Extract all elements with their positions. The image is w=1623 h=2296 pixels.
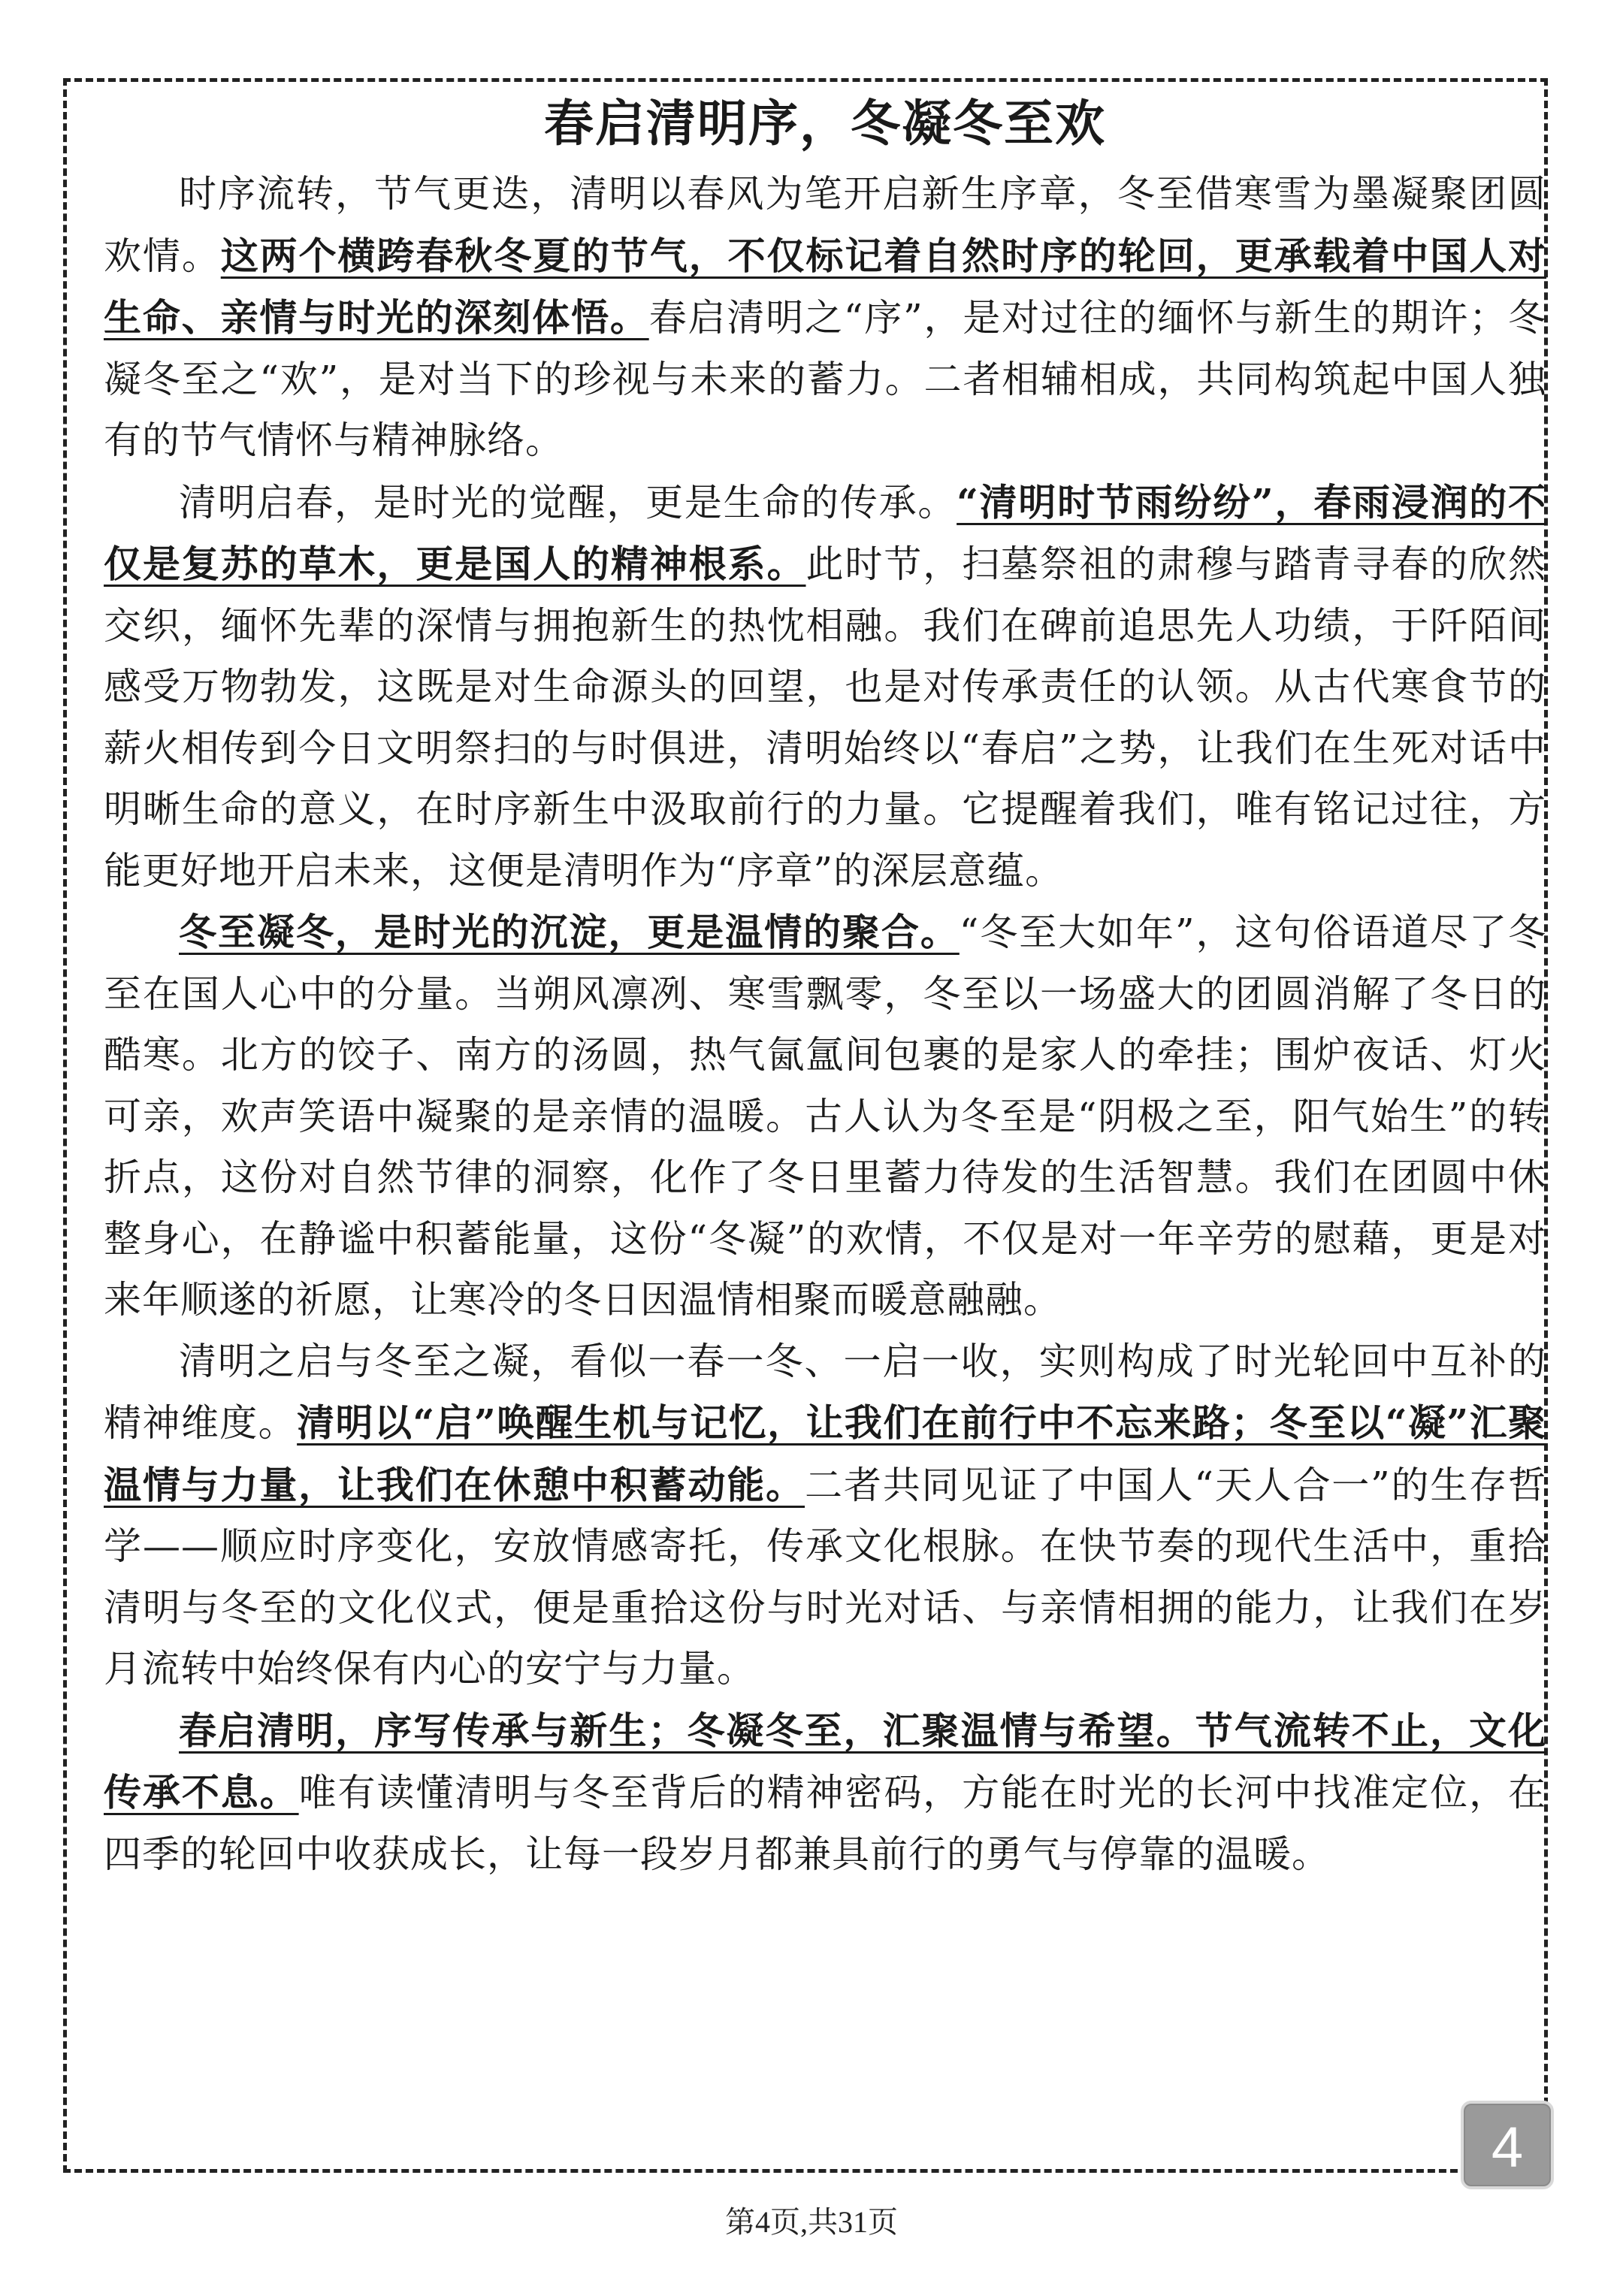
paragraph-5-text-after: 唯有读懂清明与冬至背后的精神密码，方能在时光的长河中找准定位，在四季的轮回中收获成长，让每一段岁月都兼具前行的勇气与停靠的温暖。 xyxy=(104,1771,1547,1876)
paragraph-4-text: 清明之启与冬至之凝，看似一春一冬、一启一收，实则构成了时光轮回中互补的精神维度。 xyxy=(104,1339,1546,1445)
paragraph-2-emphasis: “清明时节雨纷纷”，春雨浸润的不仅是复苏的草木，更是国人的精神根系。 xyxy=(104,479,1546,586)
paragraph-1-text: 时序流转，节气更迭，清明以春风为笔开启新生序章，冬至借寒雪为墨凝聚团圆欢情。 xyxy=(104,172,1546,278)
paragraph-3-text-after: “冬至大如年”，这句俗语道尽了冬至在国人心中的分量。当朔风凛冽、寒雪飘零，冬至以一场盛大的团圆消解了冬日的酷寒。北方的饺子、南方的汤圆，热气氤氲间包裹的是家人的牵挂；围炉夜话、灯火可亲，欢声笑语中凝聚的是亲情的温暖。古人认为冬至是“阴极之至，阳气始生”的转折点，这份对自然节律的洞察，化作了冬日里蓄力待发的生活智慧。我们在团圆中休整身心，在静谧中积蓄能量，这份“冬凝”的欢情，不仅是对一年辛劳的慰藉，更是对来年顺遂的祈愿，让寒冷的冬日因温情相聚而暖意融融。 xyxy=(104,911,1547,1322)
paragraph-2-text-after: 此时节，扫墓祭祖的肃穆与踏青寻春的欣然交织，缅怀先辈的深情与拥抱新生的热忱相融。我们在碑前追思先人功绩，于阡陌间感受万物勃发，这既是对生命源头的回望，也是对传承责任的认领。从古代寒食节的薪火相传到今日文明祭扫的与时俱进，清明始终以“春启”之势，让我们在生死对话中明晰生命的意义，在时序新生中汲取前行的力量。它提醒着我们，唯有铭记过往，方能更好地开启未来，这便是清明作为“序章”的深层意蕴。 xyxy=(104,542,1546,893)
paragraph-4-text-after: 二者共同见证了中国人“天人合一”的生存哲学——顺应时序变化，安放情感寄托，传承文化根脉。在快节奏的现代生活中，重拾清明与冬至的文化仪式，便是重拾这份与时光对话、与亲情相拥的能力，让我们在岁月流转中始终保有内心的安宁与力量。 xyxy=(104,1463,1547,1690)
paragraph-1-text-after: 春启清明之“序”，是对过往的缅怀与新生的期许；冬凝冬至之“欢”，是对当下的珍视与未来的蓄力。二者相辅相成，共同构筑起中国人独有的节气情怀与精神脉络。 xyxy=(104,296,1547,462)
paragraph-4 xyxy=(104,1331,1546,1700)
paragraph-3 xyxy=(104,902,1546,1331)
essay xyxy=(104,87,1546,1885)
essay-title: 春启清明序，冬凝冬至欢 xyxy=(544,94,1106,153)
paragraph-3-emphasis: 冬至凝冬，是时光的沉淀，更是温情的聚合。 xyxy=(179,910,960,954)
page-footer: 第4页,共31页 xyxy=(725,2205,898,2239)
paragraph-2 xyxy=(104,472,1546,902)
paragraph-1 xyxy=(104,164,1546,472)
paragraph-1-emphasis: 这两个横跨春秋冬夏的节气，不仅标记着自然时序的轮回，更承载着中国人对生命、亲情与时光的深刻体悟。 xyxy=(104,233,1546,340)
paragraph-2-text: 清明启春，是时光的觉醒，更是生命的传承。 xyxy=(179,480,957,524)
paragraph-4-emphasis: 清明以“启”唤醒生机与记忆，让我们在前行中不忘来路；冬至以“凝”汇聚温情与力量，让我们在休憩中积蓄动能。 xyxy=(104,1400,1547,1507)
paragraph-5 xyxy=(104,1700,1546,1886)
paragraph-5-emphasis: 春启清明，序写传承与新生；冬凝冬至，汇聚温情与希望。节气流转不止，文化传承不息。 xyxy=(104,1708,1546,1814)
page-number-badge: 4 xyxy=(1461,2101,1554,2189)
